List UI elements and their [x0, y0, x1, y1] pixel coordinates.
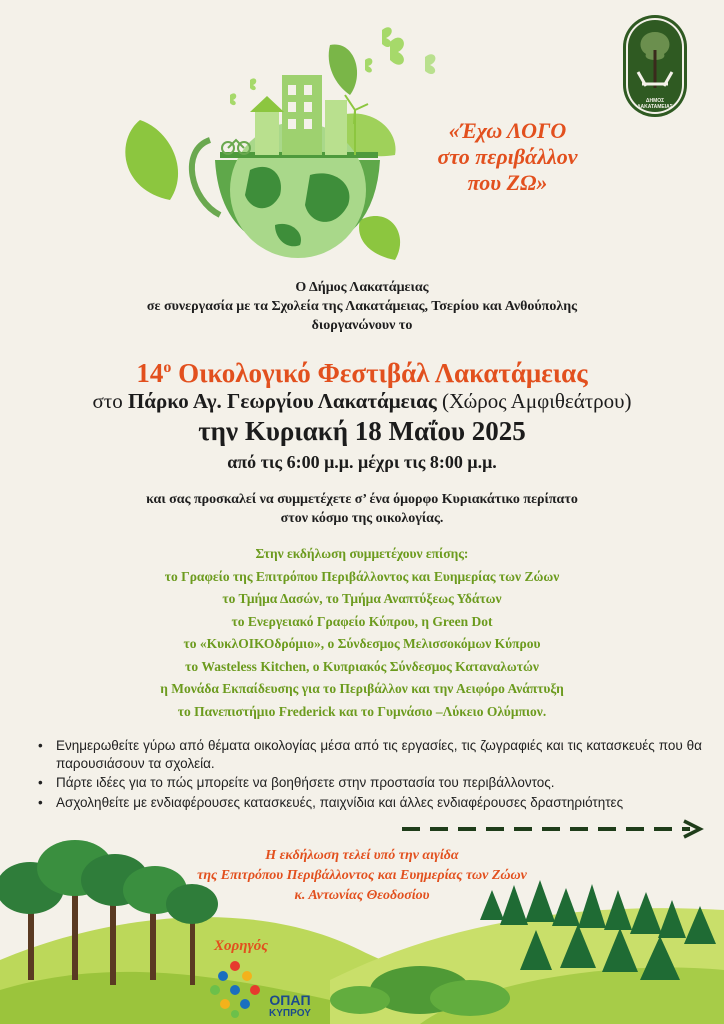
aegis-line-3: κ. Αντωνίας Θεοδοσίου — [294, 888, 430, 903]
intro-line-2: σε συνεργασία με τα Σχολεία της Λακατάμειας, Τσερίου και Ανθούπολης — [146, 299, 578, 314]
slogan-line-1: «Έχω ΛΟΓΟ — [448, 118, 567, 143]
event-date: την Κυριακή 18 Μαΐου 2025 — [198, 416, 526, 446]
list-item — [36, 737, 702, 772]
activity-list — [36, 737, 702, 813]
municipality-logo — [622, 14, 688, 118]
opap-name: ΟΠΑΠ — [269, 992, 311, 1008]
venue-name: Πάρκο Αγ. Γεωργίου Λακατάμειας — [127, 389, 437, 413]
bullet-icon: • — [38, 738, 43, 753]
venue-prefix: στο — [92, 389, 123, 413]
intro-text — [0, 278, 724, 335]
participant-line: το Wasteless Kitchen, ο Κυπριακός Σύνδεσμος Καταναλωτών — [185, 658, 539, 674]
opap-country: ΚΥΠΡΟΥ — [269, 1008, 311, 1019]
dashed-arrow-icon — [400, 818, 710, 840]
aegis-line-1: Η εκδήλωση τελεί υπό την αιγίδα — [265, 848, 459, 863]
opap-logo-icon — [205, 958, 265, 1018]
event-time: από τις 6:00 μ.μ. μέχρι τις 8:00 μ.μ. — [227, 452, 497, 472]
aegis-text — [0, 846, 724, 906]
festival-ordinal: ο — [163, 359, 172, 376]
participant-line: το Γραφείο της Επιτρόπου Περιβάλλοντος και Ευημερίας των Ζώων — [164, 568, 560, 584]
participants — [0, 543, 724, 723]
butterfly-icon — [380, 22, 450, 82]
slogan-line-3: που ΖΩ» — [467, 170, 548, 195]
list-item-text: Ενημερωθείτε γύρω από θέματα οικολογίας μέσα από τις εργασίες, τις ζωγραφιές και τις κατασκευές που θα παρουσιάσουν τα σχολεία. — [56, 738, 702, 771]
intro-line-3: διοργανώνουν το — [311, 318, 413, 333]
participants-heading: Στην εκδήλωση συμμετέχουν επίσης: — [255, 546, 469, 561]
intro-line-1: Ο Δήμος Λακατάμειας — [295, 280, 429, 295]
participant-line: το Τμήμα Δασών, το Τμήμα Αναπτύξεως Υδάτων — [222, 591, 502, 606]
opap-wordmark — [260, 992, 320, 1019]
sponsor-label: Χορηγός — [214, 938, 268, 954]
aegis-line-2: της Επιτρόπου Περιβάλλοντος και Ευημερίας των Ζώων — [197, 868, 527, 883]
festival-number: 14 — [136, 358, 164, 388]
invitation-line-2: στον κόσμο της οικολογίας. — [280, 511, 444, 526]
logo-text: ΔΗΜΟΣ ΛΑΚΑΤΑΜΕΙΑΣ — [637, 98, 673, 110]
festival-name: Οικολογικό Φεστιβάλ Λακατάμειας — [178, 358, 588, 388]
eco-globe-illustration — [110, 0, 410, 280]
bullet-icon: • — [38, 794, 43, 810]
list-item — [36, 794, 702, 812]
list-item-text: Πάρτε ιδέες για το πώς μπορείτε να βοηθήσετε στην προστασία του περιβάλλοντος. — [56, 775, 555, 790]
venue — [0, 388, 724, 414]
invitation-line-1: και σας προσκαλεί να συμμετέχετε σ’ ένα όμορφο Κυριακάτικο περίπατο — [146, 492, 578, 507]
list-item — [36, 774, 702, 792]
participant-line: η Μονάδα Εκπαίδευσης για το Περιβάλλον και την Αειφόρο Ανάπτυξη — [160, 681, 564, 696]
venue-note: (Χώρος Αμφιθεάτρου) — [441, 389, 632, 413]
participant-line: το «ΚυκλΟΙΚΟδρόμιο», ο Σύνδεσμος Μελισσοκόμων Κύπρου — [183, 636, 541, 651]
festival-title — [0, 352, 724, 389]
bullet-icon: • — [38, 775, 43, 790]
list-item-text: Ασχοληθείτε με ενδιαφέρουσες κατασκευές, παιχνίδια και άλλες ενδιαφέρουσες δραστηριότητες — [56, 794, 624, 810]
slogan-line-2: στο περιβάλλον — [437, 144, 578, 169]
invitation — [0, 490, 724, 528]
slogan — [400, 118, 615, 196]
participant-line: το Ενεργειακό Γραφείο Κύπρου, η Green Dot — [231, 613, 493, 629]
participant-line: το Πανεπιστήμιο Frederick και το Γυμνάσιο –Λύκειο Ολύμπιον. — [177, 703, 547, 719]
